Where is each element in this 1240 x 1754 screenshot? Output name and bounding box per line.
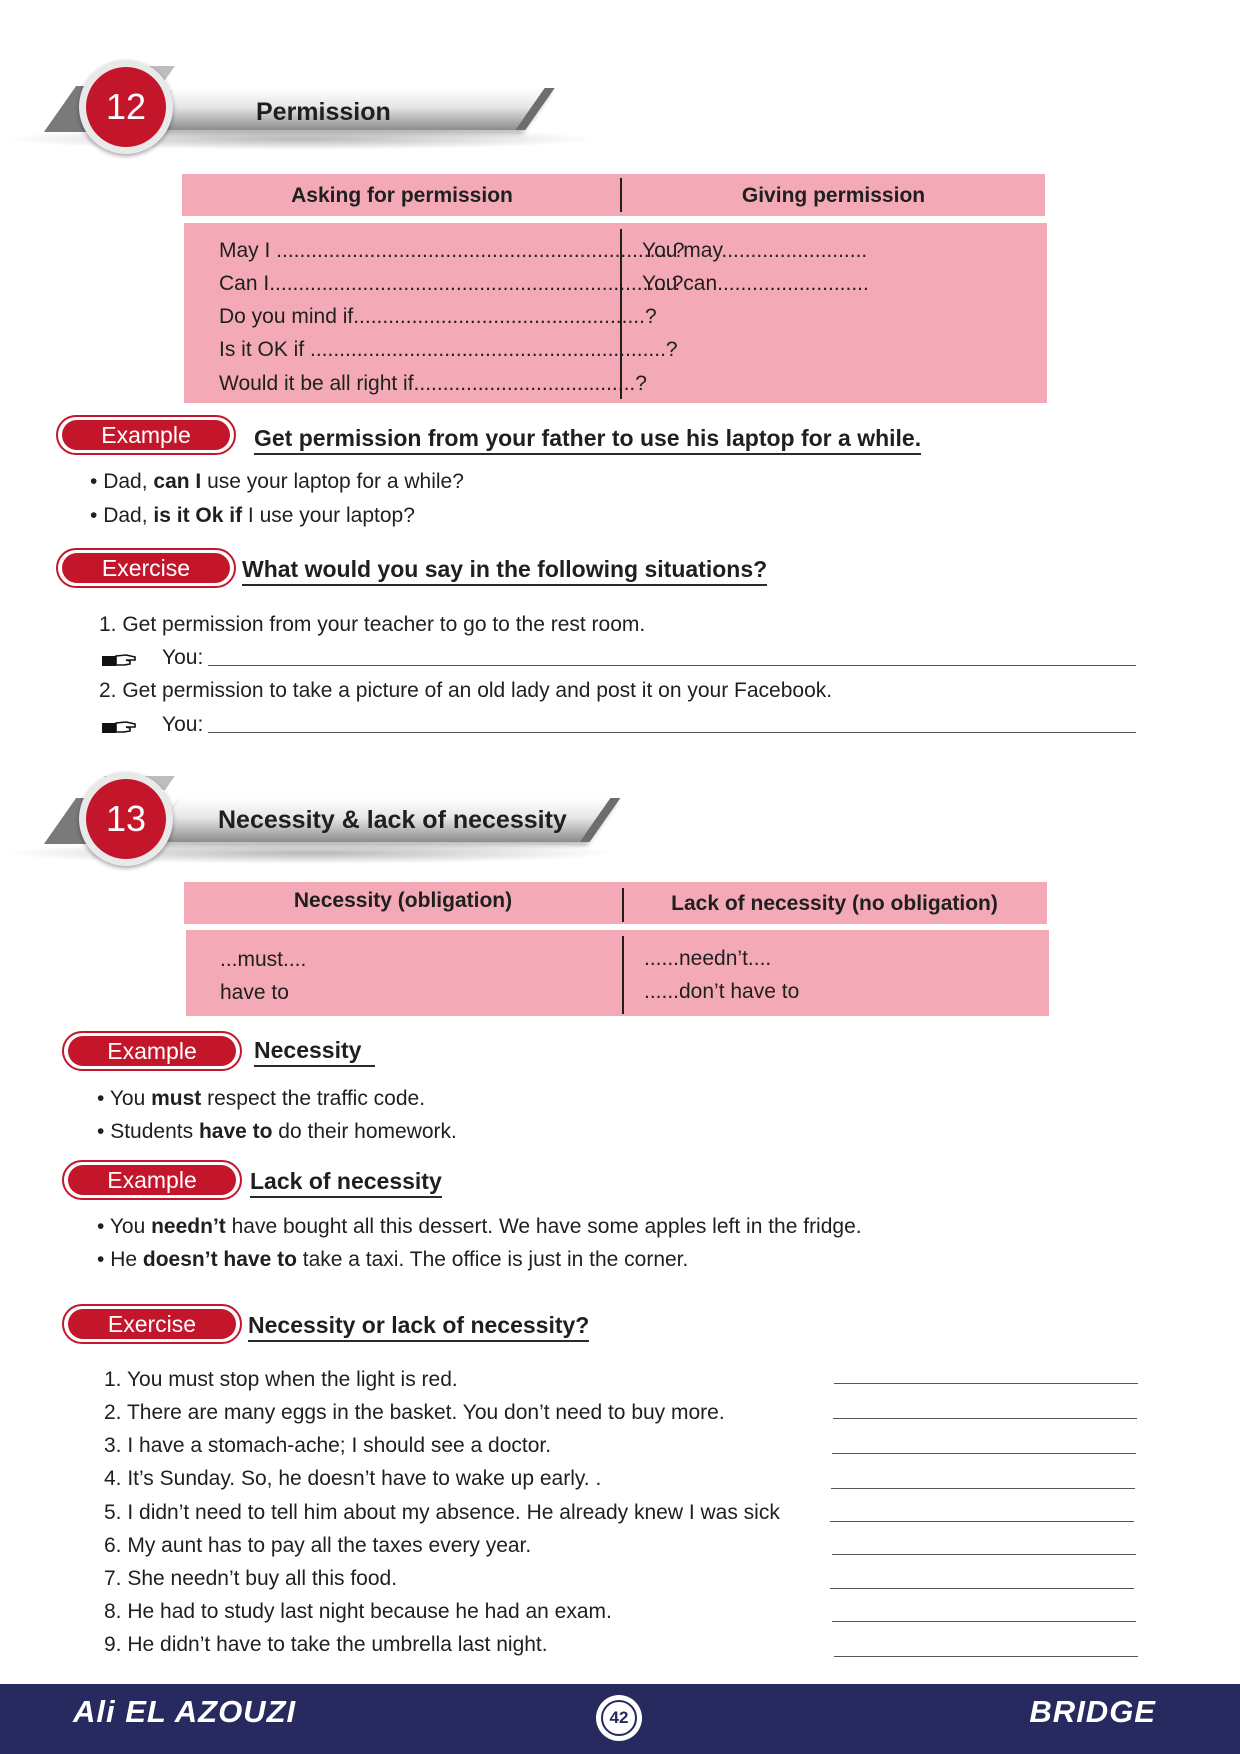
brand-name: BRIDGE bbox=[1029, 1694, 1156, 1729]
key-phrase: must bbox=[151, 1087, 202, 1110]
lack-of-necessity-phrase: ......needn’t.... bbox=[644, 947, 772, 970]
exercise-sentence: 8. He had to study last night because he had an exam. bbox=[104, 1600, 612, 1623]
answer-line[interactable] bbox=[833, 1418, 1137, 1419]
example-label-text: Example bbox=[68, 1165, 236, 1195]
asking-phrase: Is it OK if .............................................................? bbox=[219, 338, 678, 361]
example-title: Get permission from your father to use his laptop for a while. bbox=[254, 425, 921, 455]
example-sentence bbox=[97, 1248, 688, 1272]
example-sentence bbox=[90, 470, 464, 494]
example-label bbox=[62, 1031, 242, 1071]
answer-line[interactable] bbox=[831, 1488, 1135, 1489]
column-header-giving: Giving permission bbox=[741, 184, 926, 207]
giving-phrase: You can.......................... bbox=[642, 272, 869, 295]
answer-label: You: bbox=[162, 713, 204, 736]
section-number: 13 bbox=[86, 779, 166, 859]
column-header-asking: Asking for permission bbox=[291, 184, 513, 207]
example-label-text: Example bbox=[62, 420, 230, 450]
necessity-phrase: have to bbox=[220, 981, 289, 1004]
sentence-start: You bbox=[109, 1087, 152, 1110]
giving-phrase: You may......................... bbox=[642, 239, 868, 262]
sentence-end: have bought all this dessert. We have some apples left in the fridge. bbox=[225, 1215, 862, 1238]
exercise-question: 2. Get permission to take a picture of an old lady and post it on your Facebook. bbox=[99, 679, 833, 702]
answer-line[interactable] bbox=[832, 1621, 1136, 1622]
answer-label: You: bbox=[162, 646, 204, 669]
exercise-sentence: 1. You must stop when the light is red. bbox=[104, 1368, 458, 1391]
sentence-start: You bbox=[109, 1215, 152, 1238]
necessity-table-body bbox=[186, 930, 1049, 1016]
answer-line[interactable] bbox=[208, 665, 1136, 666]
exercise-sentence: 2. There are many eggs in the basket. You don’t need to buy more. bbox=[104, 1401, 725, 1424]
example-label bbox=[62, 1160, 242, 1200]
exercise-sentence: 6. My aunt has to pay all the taxes every year. bbox=[104, 1534, 532, 1557]
sentence-start: Dad, bbox=[103, 470, 154, 493]
asking-phrase: Can I.....................................................................? bbox=[219, 272, 684, 295]
example-sentence bbox=[90, 504, 415, 528]
lack-of-necessity-phrase: ......don’t have to bbox=[644, 980, 800, 1003]
key-phrase: is it Ok if bbox=[153, 504, 243, 527]
exercise-sentence: 7. She needn’t buy all this food. bbox=[104, 1567, 398, 1590]
sentence-end: I use your laptop? bbox=[242, 504, 415, 527]
section-title: Necessity & lack of necessity bbox=[218, 806, 567, 834]
author-name: Ali EL AZOUZI bbox=[73, 1694, 297, 1729]
exercise-sentence: 9. He didn’t have to take the umbrella last night. bbox=[104, 1633, 548, 1656]
column-header-necessity: Necessity (obligation) bbox=[293, 889, 513, 912]
page-number: 42 bbox=[601, 1700, 637, 1736]
sentence-end: use your laptop for a while? bbox=[201, 470, 464, 493]
section-number: 12 bbox=[86, 67, 166, 147]
example-title: Necessity bbox=[254, 1037, 375, 1067]
key-phrase: have to bbox=[198, 1120, 273, 1143]
exercise-label bbox=[56, 548, 236, 588]
example-sentence bbox=[97, 1215, 862, 1239]
section-13-banner bbox=[0, 772, 640, 872]
exercise-sentence: 4. It’s Sunday. So, he doesn’t have to wake up early. . bbox=[104, 1467, 602, 1490]
exercise-label-text: Exercise bbox=[68, 1309, 236, 1339]
sentence-start: Students bbox=[110, 1120, 199, 1143]
bullet: • bbox=[90, 504, 98, 527]
exercise-title: What would you say in the following situations? bbox=[242, 556, 767, 586]
key-phrase: doesn’t have to bbox=[142, 1248, 297, 1271]
example-label-text: Example bbox=[68, 1036, 236, 1066]
table-divider bbox=[622, 888, 624, 922]
pointing-hand-icon bbox=[102, 652, 138, 668]
answer-line[interactable] bbox=[830, 1588, 1134, 1589]
bullet: • bbox=[97, 1215, 105, 1238]
table-divider bbox=[620, 178, 622, 212]
page-number-badge bbox=[596, 1695, 642, 1741]
exercise-sentence: 5. I didn’t need to tell him about my absence. He already knew I was sick bbox=[104, 1501, 780, 1524]
answer-line[interactable] bbox=[208, 732, 1136, 733]
pointing-hand-icon bbox=[102, 719, 138, 735]
table-divider bbox=[622, 936, 624, 1014]
answer-line[interactable] bbox=[830, 1521, 1134, 1522]
bullet: • bbox=[97, 1120, 105, 1143]
example-label bbox=[56, 415, 236, 455]
key-phrase: can I bbox=[153, 470, 202, 493]
page-footer bbox=[0, 1684, 1240, 1754]
sentence-start: Dad, bbox=[103, 504, 154, 527]
exercise-title: Necessity or lack of necessity? bbox=[248, 1312, 589, 1342]
sentence-start: He bbox=[110, 1248, 143, 1271]
section-title: Permission bbox=[256, 98, 391, 126]
sentence-end: do their homework. bbox=[272, 1120, 457, 1143]
example-sentence bbox=[97, 1120, 457, 1144]
asking-phrase: Would it be all right if......................................? bbox=[219, 372, 647, 395]
exercise-label bbox=[62, 1304, 242, 1344]
answer-line[interactable] bbox=[834, 1656, 1138, 1657]
exercise-sentence: 3. I have a stomach-ache; I should see a doctor. bbox=[104, 1434, 552, 1457]
bullet: • bbox=[97, 1087, 105, 1110]
exercise-label-text: Exercise bbox=[62, 553, 230, 583]
answer-line[interactable] bbox=[834, 1383, 1138, 1384]
sentence-end: respect the traffic code. bbox=[201, 1087, 426, 1110]
key-phrase: needn’t bbox=[151, 1215, 226, 1238]
column-header-lack-of-necessity: Lack of necessity (no obligation) bbox=[671, 892, 998, 915]
example-title: Lack of necessity bbox=[250, 1168, 442, 1198]
asking-phrase: May I ....................................................................? bbox=[219, 239, 685, 262]
bullet: • bbox=[97, 1248, 105, 1271]
asking-phrase: Do you mind if..................................................? bbox=[219, 305, 657, 328]
answer-line[interactable] bbox=[832, 1453, 1136, 1454]
example-sentence bbox=[97, 1087, 425, 1111]
answer-line[interactable] bbox=[832, 1554, 1136, 1555]
sentence-end: take a taxi. The office is just in the corner. bbox=[296, 1248, 689, 1271]
exercise-question: 1. Get permission from your teacher to go to the rest room. bbox=[99, 613, 646, 636]
bullet: • bbox=[90, 470, 98, 493]
section-12-banner bbox=[0, 58, 620, 158]
necessity-phrase: ...must.... bbox=[220, 948, 307, 971]
